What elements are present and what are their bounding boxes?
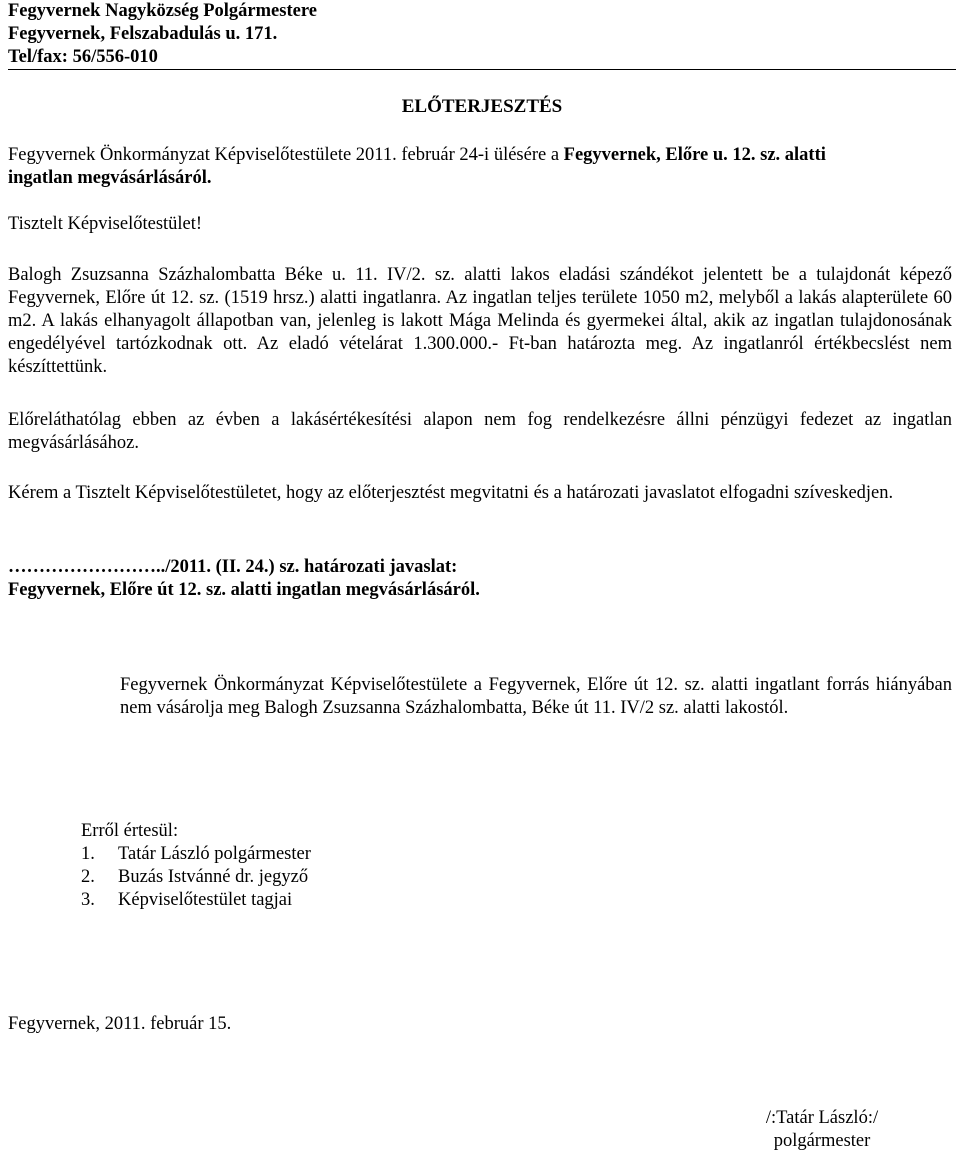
paragraph-2: Előreláthatólag ebben az évben a lakásértékesítési alapon nem fog rendelkezésre állni pénzügyi fedezet az ingatlan megvásárlásához. (8, 410, 952, 453)
letterhead (8, 0, 317, 69)
list-item (81, 889, 311, 912)
letterhead-line-3: Tel/fax: 56/556-010 (8, 47, 158, 67)
list-item-number: 1. (81, 844, 95, 864)
header-divider (8, 69, 956, 70)
list-item-number: 2. (81, 867, 95, 887)
letterhead-line-1: Fegyvernek Nagyközség Polgármestere (8, 1, 317, 21)
resolution-heading (8, 556, 480, 602)
list-item (81, 843, 311, 866)
intro-paragraph (8, 144, 952, 190)
document-title: ELŐTERJESZTÉS (401, 96, 563, 117)
list-item-number: 3. (81, 890, 95, 910)
salutation: Tisztelt Képviselőtestület! (8, 214, 203, 234)
resolution-body: Fegyvernek Önkormányzat Képviselőtestülete a Fegyvernek, Előre út 12. sz. alatti ingatlant forrás hiányában nem vásárolja meg Balogh Zsuzsanna Százhalombatta, Béke út 11. IV/2 sz. alatti lakostól. (120, 675, 952, 718)
intro-bold: Fegyvernek, Előre u. 12. sz. alatti (563, 145, 826, 165)
list-item-text: Képviselőtestület tagjai (118, 890, 293, 910)
signature-name: /:Tatár László:/ (765, 1108, 879, 1128)
paragraph-1: Balogh Zsuzsanna Százhalombatta Béke u. 11. IV/2. sz. alatti lakos eladási szándékot jelentett be a tulajdonát képező Fegyvernek, Előre út 12. sz. (1519 hrsz.) alatti ingatlanra. Az ingatlan teljes területe 1050 m2, melyből a lakás alapterülete 60 m2. A lakás elhanyagolt állapotban van, jelenleg is lakott Mága Melinda és gyermekei által, akik az ingatlan tulajdonosának engedélyével tartózkodnak ott. Az eladó vételárat 1.300.000.- Ft-ban határozta meg. Az ingatlanról értékbecslést nem készíttettünk. (8, 265, 952, 377)
document-date: Fegyvernek, 2011. február 15. (8, 1014, 232, 1034)
resolution-number: ……………………../2011. (II. 24.) sz. határozati javaslat: (8, 557, 458, 577)
list-item-text: Buzás Istvánné dr. jegyző (118, 867, 309, 887)
intro-bold-line2: ingatlan megvásárlásáról. (8, 168, 212, 188)
list-item-text: Tatár László polgármester (118, 844, 311, 864)
notification-heading: Erről értesül: (81, 821, 179, 841)
paragraph-3: Kérem a Tisztelt Képviselőtestületet, hogy az előterjesztést megvitatni és a határozati javaslatot elfogadni szíveskedjen. (8, 483, 894, 503)
list-item (81, 866, 311, 889)
notification-list (81, 820, 311, 912)
signature-role: polgármester (773, 1131, 871, 1151)
resolution-subject: Fegyvernek, Előre út 12. sz. alatti ingatlan megvásárlásáról. (8, 580, 480, 600)
intro-plain: Fegyvernek Önkormányzat Képviselőtestülete 2011. február 24-i ülésére a (8, 145, 564, 165)
signature-block (742, 1107, 902, 1153)
letterhead-line-2: Fegyvernek, Felszabadulás u. 171. (8, 24, 278, 44)
